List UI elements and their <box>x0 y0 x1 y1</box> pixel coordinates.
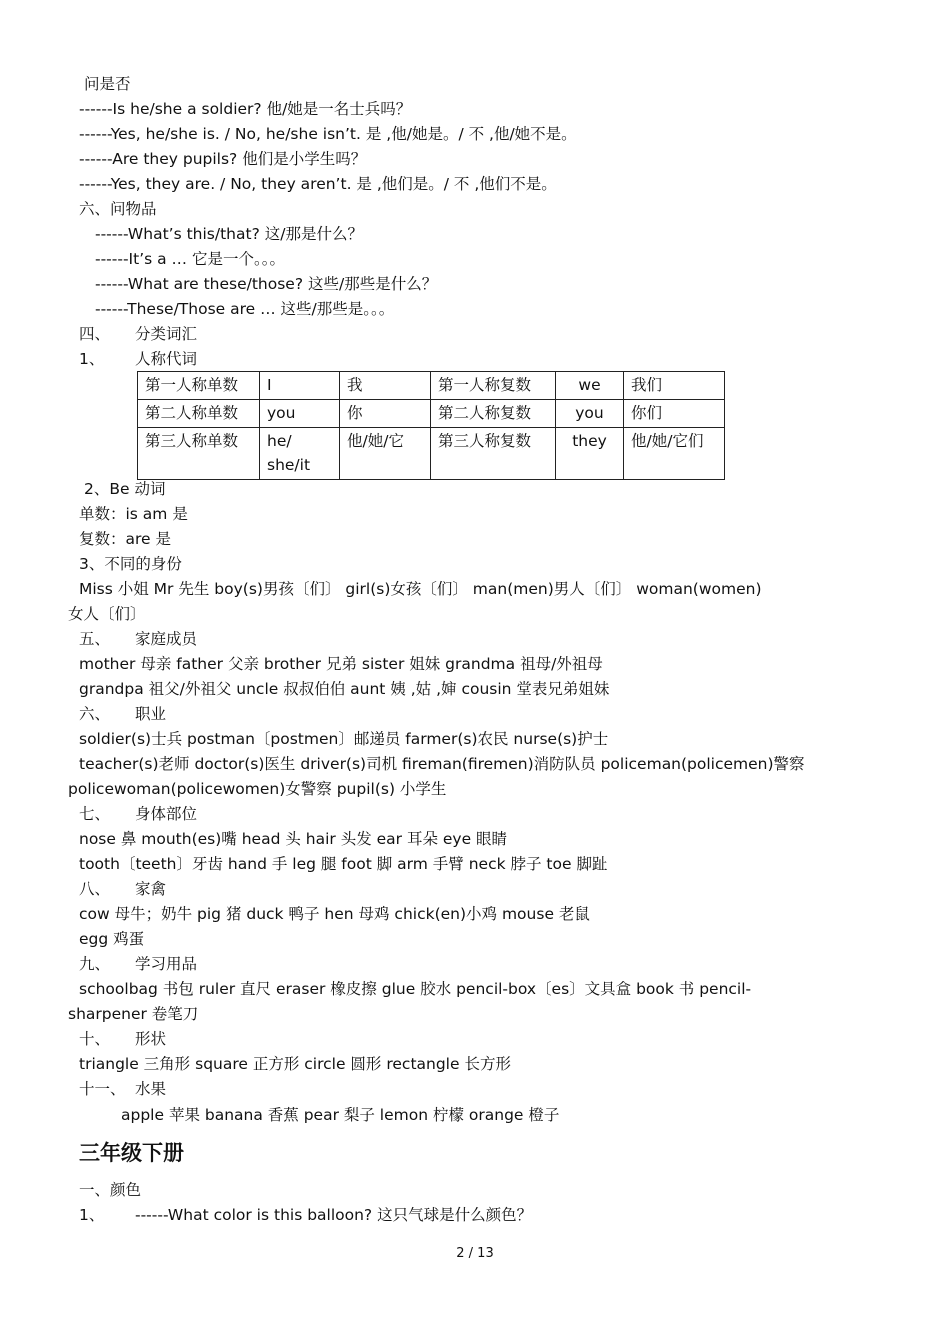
table-cell: 第一人称单数 <box>138 372 260 400</box>
table-cell: 我 <box>340 372 431 400</box>
section-heading <box>79 879 166 899</box>
table-cell: they <box>556 428 624 480</box>
section-title: 职业 <box>135 705 167 723</box>
text-line: ------Are they pupils? 他们是小学生吗？ <box>79 150 367 168</box>
text-line: Miss 小姐 Mr 先生 boy(s)男孩〔们〕 girl(s)女孩〔们〕 man(men)男人〔们〕 woman(women) <box>79 580 762 598</box>
text-line: ------Yes, they are. / No, they aren’t. 是 ,他们是。/ 不 ,他们不是。 <box>79 175 557 193</box>
text-line: 2、Be 动词 <box>84 480 166 498</box>
section-number: 十一、 <box>79 1080 126 1098</box>
pronoun-table <box>137 371 725 480</box>
text-line: soldier(s)士兵 postman〔postmen〕邮递员 farmer(s)农民 nurse(s)护士 <box>79 730 609 748</box>
text-line: sharpener 卷笔刀 <box>68 1005 199 1023</box>
cell-line: she/it <box>267 456 311 474</box>
grade-heading: 三年级下册 <box>79 1141 184 1165</box>
table-cell: 第二人称单数 <box>138 400 260 428</box>
text-line: 问是否 <box>84 75 131 93</box>
section-title: 家庭成员 <box>135 630 198 648</box>
text-line: cow 母牛；奶牛 pig 猪 duck 鸭子 hen 母鸡 chick(en)小鸡 mouse 老鼠 <box>79 905 590 923</box>
text-line: ------Is he/she a soldier? 他/她是一名士兵吗？ <box>79 100 412 118</box>
table-row <box>138 400 725 428</box>
text-line: ------What’s this/that? 这/那是什么？ <box>95 225 363 243</box>
table-cell: 第一人称复数 <box>431 372 556 400</box>
section-number: 四、 <box>79 325 111 343</box>
table-cell <box>260 428 340 480</box>
section-title: 人称代词 <box>135 350 198 368</box>
section-number: 1、 <box>79 350 105 368</box>
text-line: 单数：is am 是 <box>79 505 188 523</box>
section-title: 分类词汇 <box>135 325 198 343</box>
text-line: 女人〔们〕 <box>68 605 146 623</box>
section-title: 水果 <box>135 1080 167 1098</box>
text-line: ------These/Those are … 这些/那些是。。。 <box>95 300 395 318</box>
section-number: 六、 <box>79 705 111 723</box>
section-number: 九、 <box>79 955 111 973</box>
table-row <box>138 428 725 480</box>
table-cell: 你们 <box>624 400 725 428</box>
section-number: 十、 <box>79 1030 111 1048</box>
text-line: 复数：are 是 <box>79 530 171 548</box>
section-number: 七、 <box>79 805 111 823</box>
section-title: 身体部位 <box>135 805 198 823</box>
cell-line: he/ <box>267 432 292 450</box>
section-title: 形状 <box>135 1030 167 1048</box>
text-line <box>79 1205 532 1225</box>
table-cell: 第二人称复数 <box>431 400 556 428</box>
section-heading <box>79 954 197 974</box>
section-heading: 六、问物品 <box>79 200 157 218</box>
table-cell: you <box>556 400 624 428</box>
table-cell: 你 <box>340 400 431 428</box>
text-line: policewoman(policewomen)女警察 pupil(s) 小学生 <box>68 780 447 798</box>
section-heading <box>79 324 197 344</box>
section-heading <box>79 804 197 824</box>
section-heading: 一、颜色 <box>79 1181 142 1199</box>
text-line: mother 母亲 father 父亲 brother 兄弟 sister 姐妹 grandma 祖母/外祖母 <box>79 655 603 673</box>
table-cell: we <box>556 372 624 400</box>
text-line: grandpa 祖父/外祖父 uncle 叔叔伯伯 aunt 姨 ,姑 ,婶 cousin 堂表兄弟姐妹 <box>79 680 610 698</box>
text-line: ------What are these/those? 这些/那些是什么？ <box>95 275 438 293</box>
section-number: 五、 <box>79 630 111 648</box>
section-number: 八、 <box>79 880 111 898</box>
section-heading <box>79 349 197 369</box>
section-heading <box>79 629 197 649</box>
text-line: 3、不同的身份 <box>79 555 182 573</box>
text-line: nose 鼻 mouth(es)嘴 head 头 hair 头发 ear 耳朵 eye 眼睛 <box>79 830 508 848</box>
text-line: ------It’s a … 它是一个。。。 <box>95 250 285 268</box>
text-line: teacher(s)老师 doctor(s)医生 driver(s)司机 fireman(firemen)消防队员 policeman(policemen)警察 <box>79 755 805 773</box>
text-line: tooth〔teeth〕牙齿 hand 手 leg 腿 foot 脚 arm 手臂 neck 脖子 toe 脚趾 <box>79 855 608 873</box>
section-title: 家禽 <box>135 880 167 898</box>
table-cell: 我们 <box>624 372 725 400</box>
section-heading <box>79 1079 166 1099</box>
table-cell: 他/她/它们 <box>624 428 725 480</box>
table-cell: 他/她/它 <box>340 428 431 480</box>
table-cell: I <box>260 372 340 400</box>
text-line-content: ------What color is this balloon? 这只气球是什么颜色？ <box>135 1206 533 1224</box>
text-line: egg 鸡蛋 <box>79 930 145 948</box>
text-line: schoolbag 书包 ruler 直尺 eraser 橡皮擦 glue 胶水 pencil-box〔es〕文具盒 book 书 pencil- <box>79 980 752 998</box>
section-title: 学习用品 <box>135 955 198 973</box>
table-cell: 第三人称复数 <box>431 428 556 480</box>
section-heading <box>79 1029 166 1049</box>
section-number: 1、 <box>79 1206 105 1224</box>
table-cell: 第三人称单数 <box>138 428 260 480</box>
section-heading <box>79 704 166 724</box>
text-line: apple 苹果 banana 香蕉 pear 梨子 lemon 柠檬 orange 橙子 <box>121 1106 560 1124</box>
text-line: triangle 三角形 square 正方形 circle 圆形 rectangle 长方形 <box>79 1055 511 1073</box>
table-cell: you <box>260 400 340 428</box>
table-row <box>138 372 725 400</box>
text-line: ------Yes, he/she is. / No, he/she isn’t. 是 ,他/她是。/ 不 ,他/她不是。 <box>79 125 577 143</box>
page-number: 2 / 13 <box>456 1246 494 1261</box>
